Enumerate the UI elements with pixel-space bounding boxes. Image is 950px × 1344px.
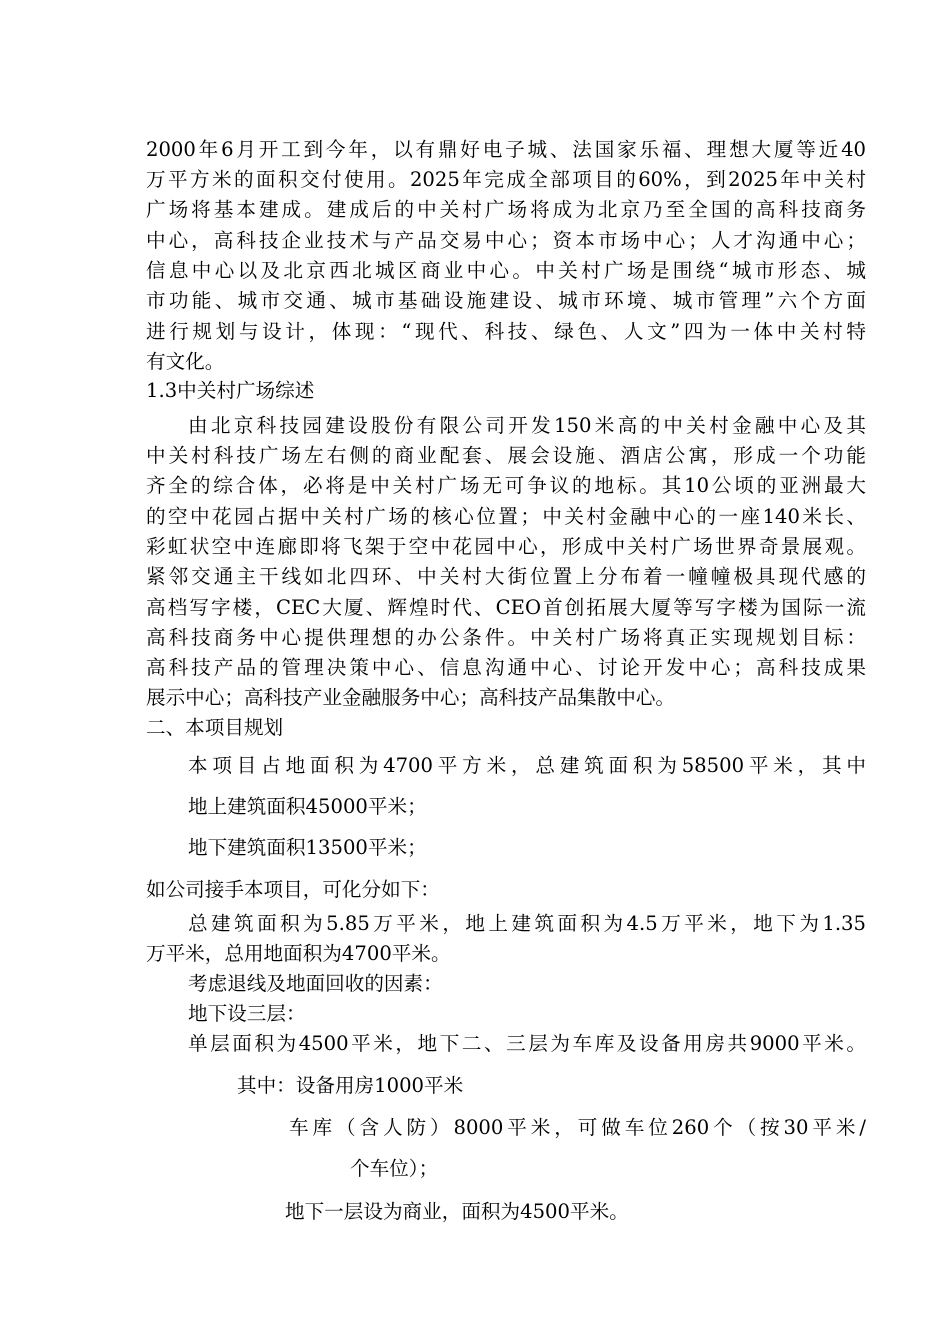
body-text-line: 高档写字楼，CEC大厦、辉煌时代、CEO首创拓展大厦等写字楼为国际一流 [146,596,866,619]
body-text-line: 地下建筑面积13500平米； [188,836,427,859]
body-text-line: 2000年6月开工到今年，以有鼎好电子城、法国家乐福、理想大厦等近40 [146,138,866,161]
section-heading: 1.3中关村广场综述 [146,379,315,402]
body-text-line: 广场将基本建成。建成后的中关村广场将成为北京乃至全国的高科技商务 [146,198,866,221]
body-text-line: 本项目占地面积为4700平方米，总建筑面积为58500平米，其中 [188,754,866,777]
body-text-line: 如公司接手本项目，可化分如下： [146,878,440,901]
body-text-line: 万平方米的面积交付使用。2025年完成全部项目的60%，到2025年中关村 [146,168,866,191]
body-text-line: 总建筑面积为5.85万平米，地上建筑面积为4.5万平米，地下为1.35 [188,912,866,935]
body-text-line: 市功能、城市交通、城市基础设施建设、城市环境、城市管理”六个方面 [146,289,866,312]
body-text-line: 进行规划与设计，体现：“现代、科技、绿色、人文”四为一体中关村特 [146,320,866,343]
body-text-line: 高科技商务中心提供理想的办公条件。中关村广场将真正实现规划目标： [146,626,866,649]
body-text-line: 单层面积为4500平米，地下二、三层为车库及设备用房共9000平米。 [188,1032,866,1055]
body-text-line: 万平米，总用地面积为4700平米。 [146,942,451,965]
body-text-line: 中关村科技广场左右侧的商业配套、展会设施、酒店公寓，形成一个功能 [146,444,866,467]
body-text-line: 车库（含人防）8000平米，可做车位260个（按30平米/ [289,1116,866,1139]
section-heading: 二、本项目规划 [146,716,284,739]
body-text-line: 彩虹状空中连廊即将飞架于空中花园中心，形成中关村广场世界奇景展观。 [146,535,866,558]
body-text-line: 由北京科技园建设股份有限公司开发150米高的中关村金融中心及其 [188,414,866,437]
body-text-line: 个车位）； [350,1157,439,1180]
body-text-line: 地上建筑面积45000平米； [188,795,427,818]
body-text-line: 地下设三层： [188,1002,306,1025]
body-text-line: 考虑退线及地面回收的因素： [188,972,443,995]
body-text-line: 紧邻交通主干线如北四环、中关村大街位置上分布着一幢幢极具现代感的 [146,565,866,588]
body-text-line: 展示中心；高科技产业金融服务中心；高科技产品集散中心。 [146,686,676,709]
body-text-line: 其中：设备用房1000平米 [237,1074,464,1097]
body-text-line: 信息中心以及北京西北城区商业中心。中关村广场是围绕“城市形态、城 [146,259,866,282]
body-text-line: 中心，高科技企业技术与产品交易中心；资本市场中心；人才沟通中心； [146,229,866,252]
body-text-line: 高科技产品的管理决策中心、信息沟通中心、讨论开发中心；高科技成果 [146,656,866,679]
body-text-line: 的空中花园占据中关村广场的核心位置；中关村金融中心的一座140米长、 [146,505,866,528]
body-text-line: 齐全的综合体，必将是中关村广场无可争议的地标。其10公顷的亚洲最大 [146,474,866,497]
body-text-line: 有文化。 [146,350,225,373]
body-text-line: 地下一层设为商业，面积为4500平米。 [285,1200,629,1223]
